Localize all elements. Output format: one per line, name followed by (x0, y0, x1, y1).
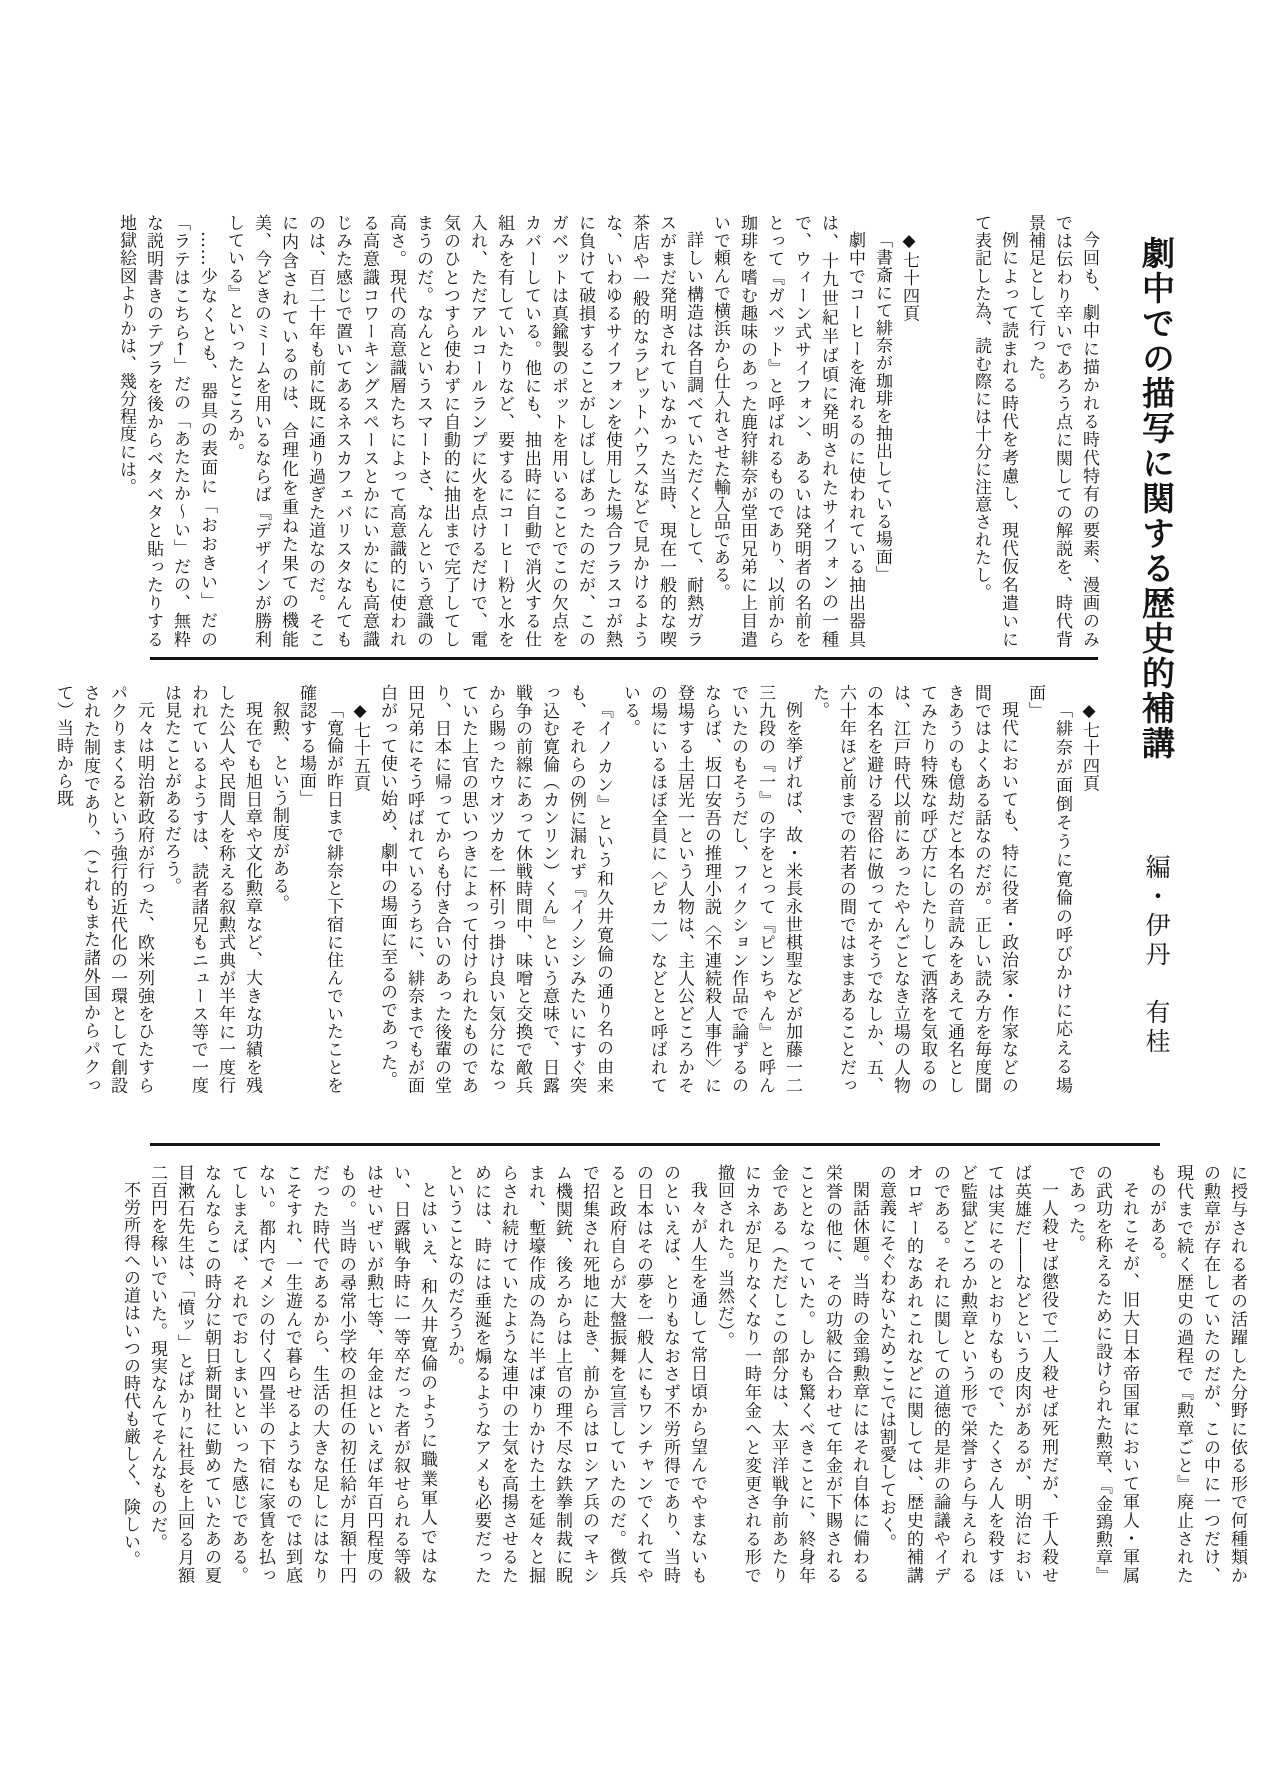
page-title: 劇中での描写に関する歴史的補講 (1137, 236, 1176, 761)
divider-rule-top (150, 657, 1098, 660)
body-paragraph: 例を挙げれば、故・米長永世棋聖などが加藤一二三九段の『一』の字をとって『ピンちゃん』と呼んでいたのもそうだし、フィクション作品で論ずるのならば、坂口安吾の推理小説〈不連続殺人事件〉に登場する土居光一という人物は、主人公どころかその場にいるほぼ全員に〈ピカ一〉などとと呼ばれている。 (620, 684, 802, 1094)
body-paragraph: 現在でも旭日章や文化勲章など、大きな功績を残した公人や民間人を称える叙勲式典が半年に一度行われているようすは、読者諸兄もニュース等で一度は見たことがあるだろう。 (161, 684, 262, 1094)
body-paragraph: 元々は明治新政府が行った、欧米列強をひたすらパクりまくるという強行的近代化の一環として創設された制度であり、（これもまた諸外国からパクって）当時から既 (53, 684, 154, 1094)
foreword-paragraph: 例によって読まれる時代を考慮し、現代仮名遣いにて表記した為、読む際には十分に注意されたし。 (971, 214, 1018, 648)
body-paragraph: それこそが、旧大日本帝国軍において軍人・軍属の武功を称えるために設けられた勲章、『金鵄勲章』であった。 (1065, 1164, 1139, 1584)
editor-credit: 編・伊丹 有桂 (1142, 854, 1171, 1058)
band-bottom (120, 1164, 1250, 1584)
section-page-ref: ◆七十四頁 (1079, 701, 1099, 792)
foreword-paragraph: 今回も、劇中に描かれる時代特有の要素、漫画のみでは伝わり辛いであろう点に関しての解説を、時代背景補足として行った。 (1025, 214, 1099, 648)
body-paragraph: に授与される者の活躍した分野に依る形で何種類かの勲章が存在していたのだが、この中に一つだけ、現代まで続く歴史の過程で『勲章ごと』廃止されたものがある。 (1146, 1164, 1247, 1584)
body-paragraph: 現代においても、特に役者・政治家・作家などの間ではよくある話なのだが。正しい読み方を毎度聞きあうのも億劫だと本名の音読みをあえて通名としてみたり特殊な呼び方にしたりして洒落を気取るのは、江戸時代以前にあったやんごとなき立場の人物の本名を避ける習俗に倣ってかそうでなしか、五、六十年ほど前までの若者の間ではままあることだった。 (809, 684, 1018, 1094)
body-paragraph: 一人殺せば懲役で二人殺せば死刑だが、千人殺せば英雄だ――などという皮肉があるが、明治においては実にそのとおりなもので、たくさん人を殺すほど監獄どころか勲章という形で栄誉すら与えられるのである。それに関しての道徳的是非の論議やイデオロギー的なあれこれなどに関しては、歴史的補講の意義にそぐわないためここでは割愛しておく。 (876, 1164, 1058, 1584)
body-paragraph: 閑話休題。当時の金鵄勲章にはそれ自体に備わる栄誉の他に、その功級に合わせて年金が下賜されることとなっていた。しかも驚くべきことに、終身年金である（ただしこの部分は、太平洋戦争前あたりにカネが足りなくなり一時年金へと変更される形で撤回された。当然だ）。 (714, 1164, 869, 1584)
section-scene-title: 「書斎にて緋奈が珈琲を抽出している場面」 (872, 231, 892, 583)
body-paragraph: 詳しい構造は各自調べていただくとして、耐熱ガラスがまだ発明されていなかった当時、現在一般的な喫茶店や一般的なラビットハウスなどで見かけるような、いわゆるサイフォンを使用した場合フラスコが熱に負けて破損することがしばしばあったのだが、このガベットは真鍮製のポットを用いることでこの欠点をカバーしている。他にも、抽出時に自動で消火する仕組みを有していたりなど、要するにコーヒー粉と水を入れ、ただアルコールランプに火を点けるだけで、電気のひとつすら使わずに自動的に抽出まで完了してしまうのだ。なんというスマートさ、なんという意識の高さ。現代の高意識層たちによって高意識的に使われる高意識コワーキングスペースとかにいかにも高意識じみた感じで置いてあるネスカフェバリスタなんてものは、百二十年も前に既に通り過ぎた道なのだ。そこに内含されているのは、合理化を重ねた果ての機能美、今どきのミームを用いるならば『デザインが勝利している』といったところか。 (224, 214, 703, 648)
body-paragraph: 劇中でコーヒーを淹れるのに使われている抽出器具は、十九世紀半ば頃に発明されたサイフォンの一種で、ウィーン式サイフォン、あるいは発明者の名前をとって『ガベット』と呼ばれるものであり、以前から珈琲を嗜む趣味のあった鹿狩緋奈が堂田兄弟に上目遣いで頼んで横浜から仕入れさせた輸入品である。 (710, 214, 865, 648)
band-middle (53, 684, 1102, 1094)
body-paragraph: 我々が人生を通して常日頃から望んでやまないものといえば、とりもなおさず不労所得であり、当時の日本はその夢を一般人にもワンチャンでくれてやると政府自らが大盤振舞を宣言していたのだ。徴兵で招集され死地に赴き、前からはロシア兵のマキシム機関銃、後ろからは上官の理不尽な鉄拳制裁に睨まれ、塹壕作成の為に半ば凍りかけた土を延々と掘らされ続けていたような連中の士気を高揚させるためには、時には垂涎を煽るようなアメも必要だったということなのだろうか。 (444, 1164, 707, 1584)
body-paragraph: ……少なくとも、器具の表面に「おおきい」だの「ラテはこちら←」だの「あたたか～い」だの、無粋な説明書きのテプラを後からベタベタと貼ったりする地獄絵図よりかは、幾分程度には。 (116, 214, 217, 648)
foreword-block (967, 214, 1102, 648)
body-paragraph: 不労所得への道はいつの時代も厳しく、険しい。 (120, 1181, 140, 1569)
section-74-nickname (373, 684, 1102, 1094)
section-page-ref: ◆七十五頁 (350, 701, 370, 792)
section-page-ref: ◆七十四頁 (899, 231, 919, 322)
body-paragraph: とはいえ、和久井寛倫のように職業軍人ではない、日露戦争時に一等卒だった者が叙せられる等級はせいぜいが勲七等、年金はといえば年百円程度のもの。当時の尋常小学校の担任の初任給が月額十円だった時代であるから、生活の大きな足しにはなりこそすれ、一生遊んで暮らせるようなものでは到底ない。都内でメシの付く四畳半の下宿に家賃を払ってしまえば、それでおしまいといった感じである。なんならこの時分に朝日新聞社に勤めていたあの夏目漱石先生は、「憤ッ」とばかりに社長を上回る月額二百円を稼いでいた。現実なんてそんなものだ。 (147, 1164, 437, 1584)
band-top (116, 214, 1102, 648)
divider-rule-bottom (150, 1143, 1160, 1146)
section-scene-title: 「緋奈が面倒そうに寛倫の呼びかけに応える場面」 (1025, 684, 1072, 1094)
section-74-coffee (112, 214, 922, 648)
section-75-decoration (49, 684, 373, 1094)
section-scene-title: 「寛倫が昨日まで緋奈と下宿に住んでいたことを確認する場面」 (296, 684, 343, 1094)
body-paragraph: 『イノカン』という和久井寛倫の通り名の由来も、それらの例に漏れず『イノシシみたいにすぐ突っ込む寛倫（カンリン）くん』という意味で、日露戦争の前線にあって休戦時間中、味噌と交換で敵兵から賜ったウオツカを一杯引っ掛け良い気分になっていた上官の思いつきによって付けられたものであり、日本に帰ってからも付き合いのあった後輩の堂田兄弟にそう呼ばれているうちに、緋奈までもが面白がって使い始め、劇中の場面に至るのであった。 (377, 684, 613, 1094)
body-paragraph: 叙勲、という制度がある。 (269, 701, 289, 913)
